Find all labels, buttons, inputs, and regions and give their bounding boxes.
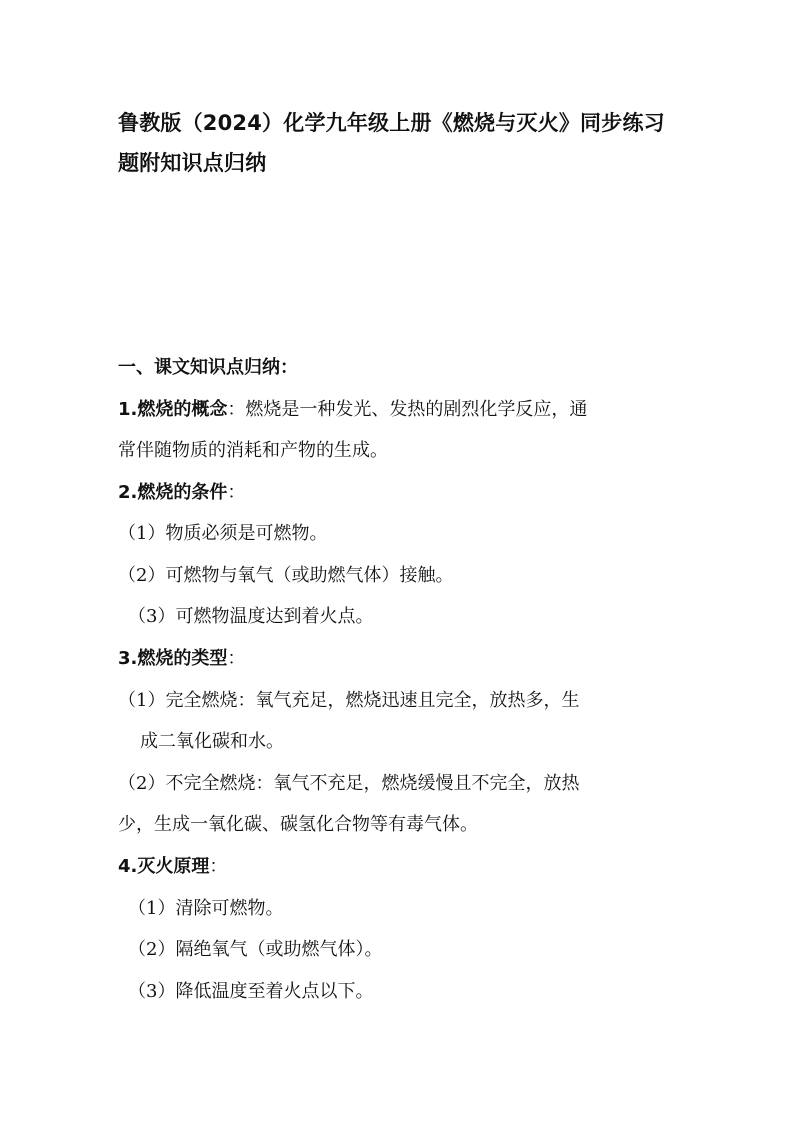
item-3-colon: ： bbox=[227, 648, 246, 669]
item-1-text-line-2: 常伴随物质的消耗和产物的生成。 bbox=[118, 440, 388, 461]
item-4-point-1: （1）清除可燃物。 bbox=[128, 898, 284, 919]
item-2-number: 2. bbox=[118, 482, 138, 503]
item-4-heading: 灭火原理 bbox=[137, 856, 210, 877]
item-2-point-3: （3）可燃物温度达到着火点。 bbox=[128, 606, 374, 627]
item-3-point-2-cont: 少，生成一氧化碳、碳氢化合物等有毒气体。 bbox=[118, 814, 478, 835]
item-4-colon: ： bbox=[209, 856, 228, 877]
item-4-point-3: （3）降低温度至着火点以下。 bbox=[128, 981, 374, 1002]
item-3-point-1-cont: 成二氧化碳和水。 bbox=[140, 731, 284, 752]
item-4-heading-line bbox=[118, 852, 227, 882]
title-line-2: 题附知识点归纳 bbox=[118, 151, 267, 175]
section-heading: 一、课文知识点归纳： bbox=[118, 357, 298, 378]
item-1-colon: ： bbox=[227, 399, 246, 420]
item-2-point-2: （2）可燃物与氧气（或助燃气体）接触。 bbox=[118, 565, 454, 586]
item-2-point-1: （1）物质必须是可燃物。 bbox=[118, 523, 328, 544]
item-4-number: 4. bbox=[118, 856, 138, 877]
item-3-point-1: （1）完全燃烧：氧气充足，燃烧迅速且完全，放热多，生 bbox=[118, 690, 580, 711]
title-line-1: 鲁教版（2024）化学九年级上册《燃烧与灭火》同步练习 bbox=[118, 111, 665, 135]
item-1-heading-line bbox=[118, 395, 587, 425]
item-3-point-2: （2）不完全燃烧：氧气不充足，燃烧缓慢且不完全，放热 bbox=[118, 773, 580, 794]
item-3-heading: 燃烧的类型 bbox=[137, 648, 228, 669]
item-1-number: 1. bbox=[118, 399, 138, 420]
item-3-heading-line bbox=[118, 644, 245, 674]
item-2-colon: ： bbox=[227, 482, 246, 503]
item-4-point-2: （2）隔绝氧气（或助燃气体）。 bbox=[128, 939, 383, 960]
item-1-text-line-1: 燃烧是一种发光、发热的剧烈化学反应，通 bbox=[245, 399, 588, 420]
item-2-heading-line bbox=[118, 478, 245, 508]
item-2-heading: 燃烧的条件 bbox=[137, 482, 228, 503]
item-1-heading: 燃烧的概念 bbox=[137, 399, 228, 420]
document-title bbox=[118, 103, 698, 183]
item-3-number: 3. bbox=[118, 648, 138, 669]
